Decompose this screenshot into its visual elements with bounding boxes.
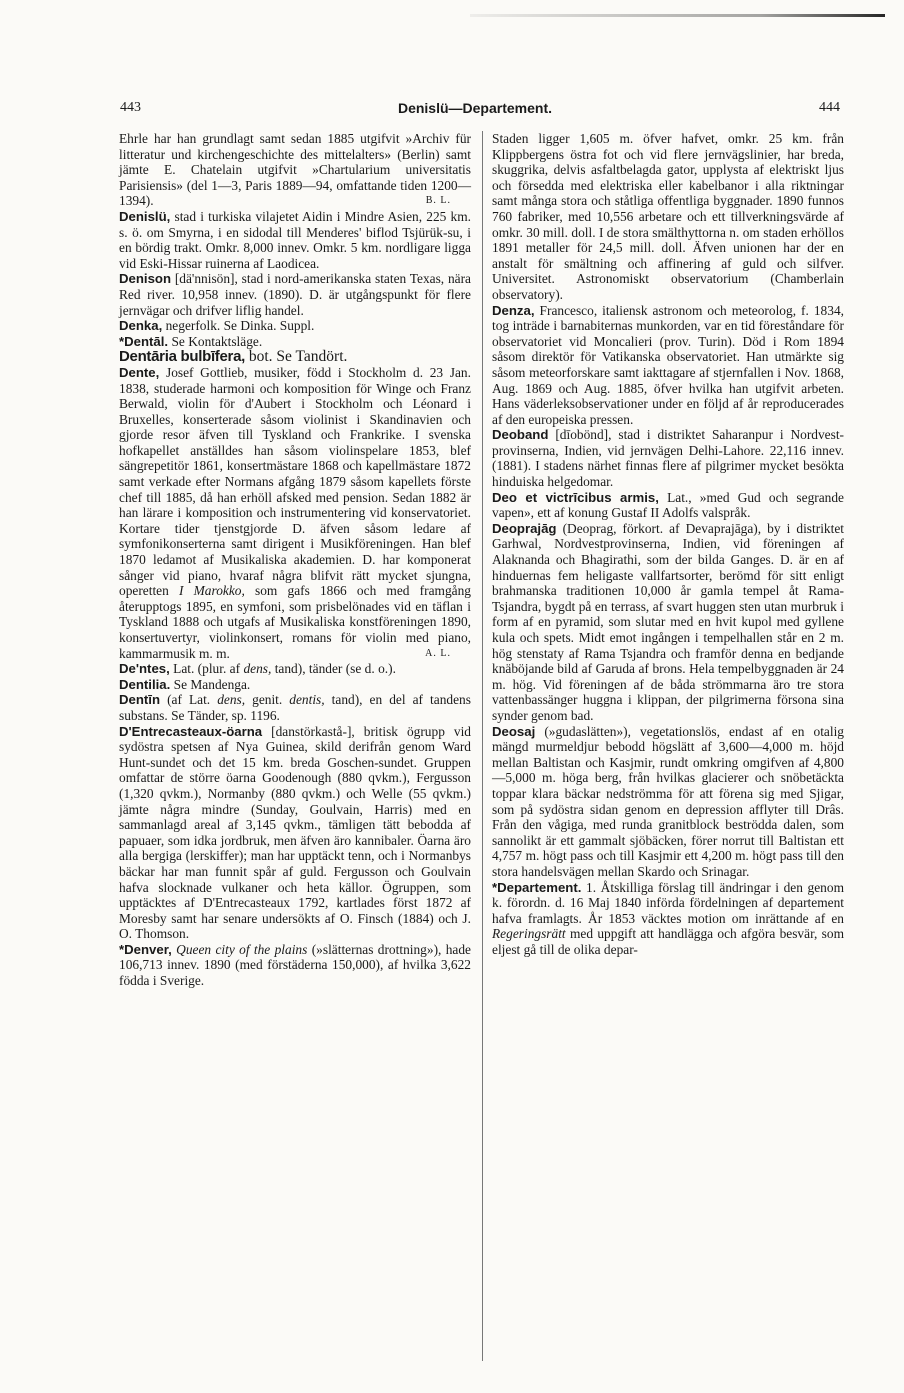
entry-departement: *Departement. 1. Åtskilliga förslag till ändringar i den genom k. förordn. d. 16 Maj 1840 införda fördelningen af departement hafva framlagts. År 1853 väcktes motion om inrättande af en Regeringsrätt med uppgift att handlägga och afgöra besvär, som eljest gå till de olika depar- [492,879,844,957]
entry-dente: Dente, Josef Gottlieb, musiker, född i Stockholm d. 23 Jan. 1838, studerade harmoni och komposition för Winge och Franz Berwald, violin för d'Aubert i Stockholm och Léonard i Bruxelles, konserterade såsom violinist i Skandinavien och gjorde resor äfven till Tyskland och Frankrike. I svenska hofkapellet anställdes han såsom violinspelare 1853, blef sängrepetitör 1861, konsertmästare 1868 och kapellmästare 1872 samt verkade efter Normans afgång 1879 såsom kapellets förste chef till 1885, då han erhöll afsked med pension. Sedan 1882 är han lärare i komposition och instrumentering vid konservatoriet. Kortare tider tjenstgjorde D. äfven såsom ledare af symfonikonserterna samt dirigent i Musikföreningen. Han blef 1870 ledamot af Musikaliska akademien. D. har komponerat sånger vid piano, hvaraf några blifvit rätt mycket sjungna, operetten I Marokko, som gafs 1866 och med framgång återupptogs 1895, en symfoni, som prisbelönades vid en täflan i Tyskland 1888 och utgafs af Musikaliska konstföreningen 1890, konsertuvertyr, violinkonsert, romans för violin med piano, kammarmusik m. m. A. L. [119,364,471,661]
entry-denislu: Denislü, stad i turkiska vilajetet Aidin i Mindre Asien, 225 km. s. ö. om Smyrna, i en sidodal till Menderes' biflod Tsjürük-su, i en bördig trakt. Omkr. 8,000 innev. Omkr. 5 km. nordligare ligga vid Eski-Hissar ruinerna af Laodicea. [119,208,471,271]
scan-edge-rule [470,14,885,17]
running-title: Denislü—Departement. [397,100,553,116]
headword: D'Entrecasteaux-öarna [119,723,263,739]
headword: Dentilia. [119,676,171,692]
headword: Denka, [119,318,163,334]
headword: Deoband [492,427,549,443]
signature: B. L. [425,195,451,207]
headword: Denislü, [119,208,171,224]
entry-denka: Denka, negerfolk. Se Dinka. Suppl. [119,318,315,334]
right-column [492,131,844,957]
headword: Deosaj [492,723,536,739]
entry-denison: Denison [dä'nnisön], stad i nord-amerikanska staten Texas, nära Red river. 10,958 innev. (1890). D. är utgångspunkt för flere jernvägar och drifver liflig handel. [119,271,471,318]
entry-dentes: De'ntes, Lat. (plur. af dens, tand), tänder (se d. o.). [119,661,396,677]
entry-deoprajag: Deoprajāg (Deoprag, förkort. af Devaprajāga), by i distriktet Garhwal, Nordvestprovinserna, Indien, vid föreningen af Alaknanda och Bhagirathi, som der bilda Ganges. D. är en af hinduernas fem heligaste vallfartsorter, berömd för sitt enligt brahmanska traditionen 10,000 år gamla tempel åt Rama-Tsjandra, bygdt på en terrass, af svart huggen sten utan murbruk i form af en pyramid, som slutar med en hvit kupol med gyllene kula och spets. Midt emot ingången i tempelhallen står en 2 m. hög stenstaty af Rama Tsjandra och framför denna en bedjande knäböjande bild af Garuda af brons. Hela tempelbyggnaden är 24 m. hög. Vid föreningen af de båda strömmarna äro tre stora vattenbassänger huggna i klippan, der pilgrimerna försona sina synder genom bad. [492,520,844,723]
headword: *Denver, [119,941,172,957]
entry-ehrle-cont: Ehrle har han grundlagt samt sedan 1885 utgifvit »Archiv für litteratur und kirchengeschichte des mittelalters» (Berlin) samt jämte E. Chatelain utgifvit »Chartularium universitatis Parisiensis» (del 1—3, Paris 1889—94, omfattande tiden 1200—1394). B. L. [119,131,471,209]
headword: Dentīn [119,692,161,708]
left-column [119,131,471,989]
entry-dentaria: Dentāria bulbīfera, bot. Se Tandört. [119,348,348,366]
entry-denver: *Denver, Queen city of the plains (»slätternas drottning»), hade 106,713 innev. 1890 (med förstäderna 150,000), af hvilka 3,622 födda i Sverige. [119,941,471,989]
headword: *Dentāl. [119,333,169,349]
headword: Denza, [492,302,535,318]
entry-dentin: Dentīn (af Lat. dens, genit. dentis, tand), en del af tandens substans. Se Tänder, sp. 1196. [119,692,471,723]
page-number-right: 444 [819,100,840,115]
entry-denver-cont: Staden ligger 1,605 m. öfver hafvet, omkr. 25 km. från Klippbergens östra fot och vid flere jernvägslinier, har breda, skuggrika, delvis asfaltbelagda gator, upplysta af elektriskt ljus och försedda med elektriska eller kabelbanor i alla riktningar samt många stora och ståtliga offentliga byggnader. 1890 funnos 760 fabriker, med 10,556 arbetare och ett tillverkningsvärde af omkr. 30 mill. doll. I de stora smälthyttorna n. om staden erhöllos 1891 metaller för 24,5 mill. doll. Äfven unionen har der en anstalt för smältning och affinering af guld och silfver. Universitet. Astronomiskt observatorium (Chamberlain observatory). [492,131,844,302]
entry-dentilia: Dentilia. Se Mandenga. [119,676,251,692]
page-header [110,100,840,120]
entry-denza: Denza, Francesco, italiensk astronom och meteorolog, f. 1834, tog inträde i barnabiternas munkorden, var en tid föreståndare för observatoriet vid Moncalieri (prov. Turin). Död i Rom 1894 såsom direktör för Vatikanska observatoriet. Han utmärkte sig såsom meteorforskare samt iakttagare af stjernfallen i Nov. 1868, Aug. 1869 och Aug. 1885, öfver hvilka han utgifvit arbeten. Hans väderleksobservationer under en följd af år reproducerades af den europeiska pressen. [492,302,844,427]
headword: De'ntes, [119,661,170,677]
headword: Denison [119,271,172,287]
signature: A. L. [425,647,451,659]
column-divider [482,131,483,1361]
entry-dentrecasteaux: D'Entrecasteaux-öarna [danstörkastå-], britisk ögrupp vid sydöstra spetsen af Nya Guinea, skild derifrån genom Ward Hunt-sundet och det 15 km. breda Goschen-sundet. Gruppen omfattar de större öarna Goodenough (880 qvkm.), Fergusson (1,320 qvkm.), Normanby (880 qvkm.) och Welle (55 qvkm.) jämte några mindre (Sunday, Goulvain, Harris) med en sammanlagd areal af 3,145 qvkm., tämligen tätt bebodda af papuaer, som idka jordbruk, men äfven äro kannibaler. Öarna äro alla bergiga (lerskiffer); man har upptäckt tenn, och i Normanbys bäckar har man funnit spår af guld. Fergusson och Goulvain hafva slocknade vulkaner och heta källor. Ögruppen, som upptäcktes af D'Entrecasteaux 1792, kartlades först 1872 af Moresby samt har senare undersökts af O. Finsch (1884) och J. O. Thomson. [119,723,471,942]
entry-deo-et-victricibus: Deo et victrīcibus armis, Lat., »med Gud och segrande vapen», ett af konung Gustaf II Adolfs valspråk. [492,489,844,521]
headword: *Departement. [492,879,582,895]
headword: Dentāria bulbīfera, [119,348,245,366]
page-number-left: 443 [120,100,141,115]
entry-dental: *Dentāl. Se Kontaktsläge. [119,333,263,349]
headword: Dente, [119,364,160,380]
entry-deosaj: Deosaj (»gudaslätten»), vegetationslös, endast af en otalig mängd murmeldjur bebodd högslätt af 3,600—4,000 m. höjd mellan Baltistan och Kasjmir, rundt omkring omgifven af 4,800—5,000 m. höga berg, från hvilkas glacierer och snöbetäckta toppar klara bäckar nedströmma för att förena sig med Sjigar, som på sydöstra sidan genom en depression afflyter till Drâs. Från den vågiga, med runda granitblock beströdda dalen, som sannolikt är ett gammalt sjöbäcken, förer norrut till Baltistan ett 4,757 m. högt pass och till Kasjmir ett 4,200 m. högt pass till den stora handelsvägen mellan Skardo och Srinagar. [492,723,844,879]
headword: Deo et victrīcibus armis, [492,489,659,505]
entry-deoband: Deoband [dīobönd], stad i distriktet Saharanpur i Nordvest-provinserna, Indien, vid jernvägen Delhi-Lahore. 22,116 innev. (1881). I stadens närhet finnas flere af pilgrimer mycket besökta hinduiska helgedomar. [492,427,844,490]
headword: Deoprajāg [492,520,557,536]
